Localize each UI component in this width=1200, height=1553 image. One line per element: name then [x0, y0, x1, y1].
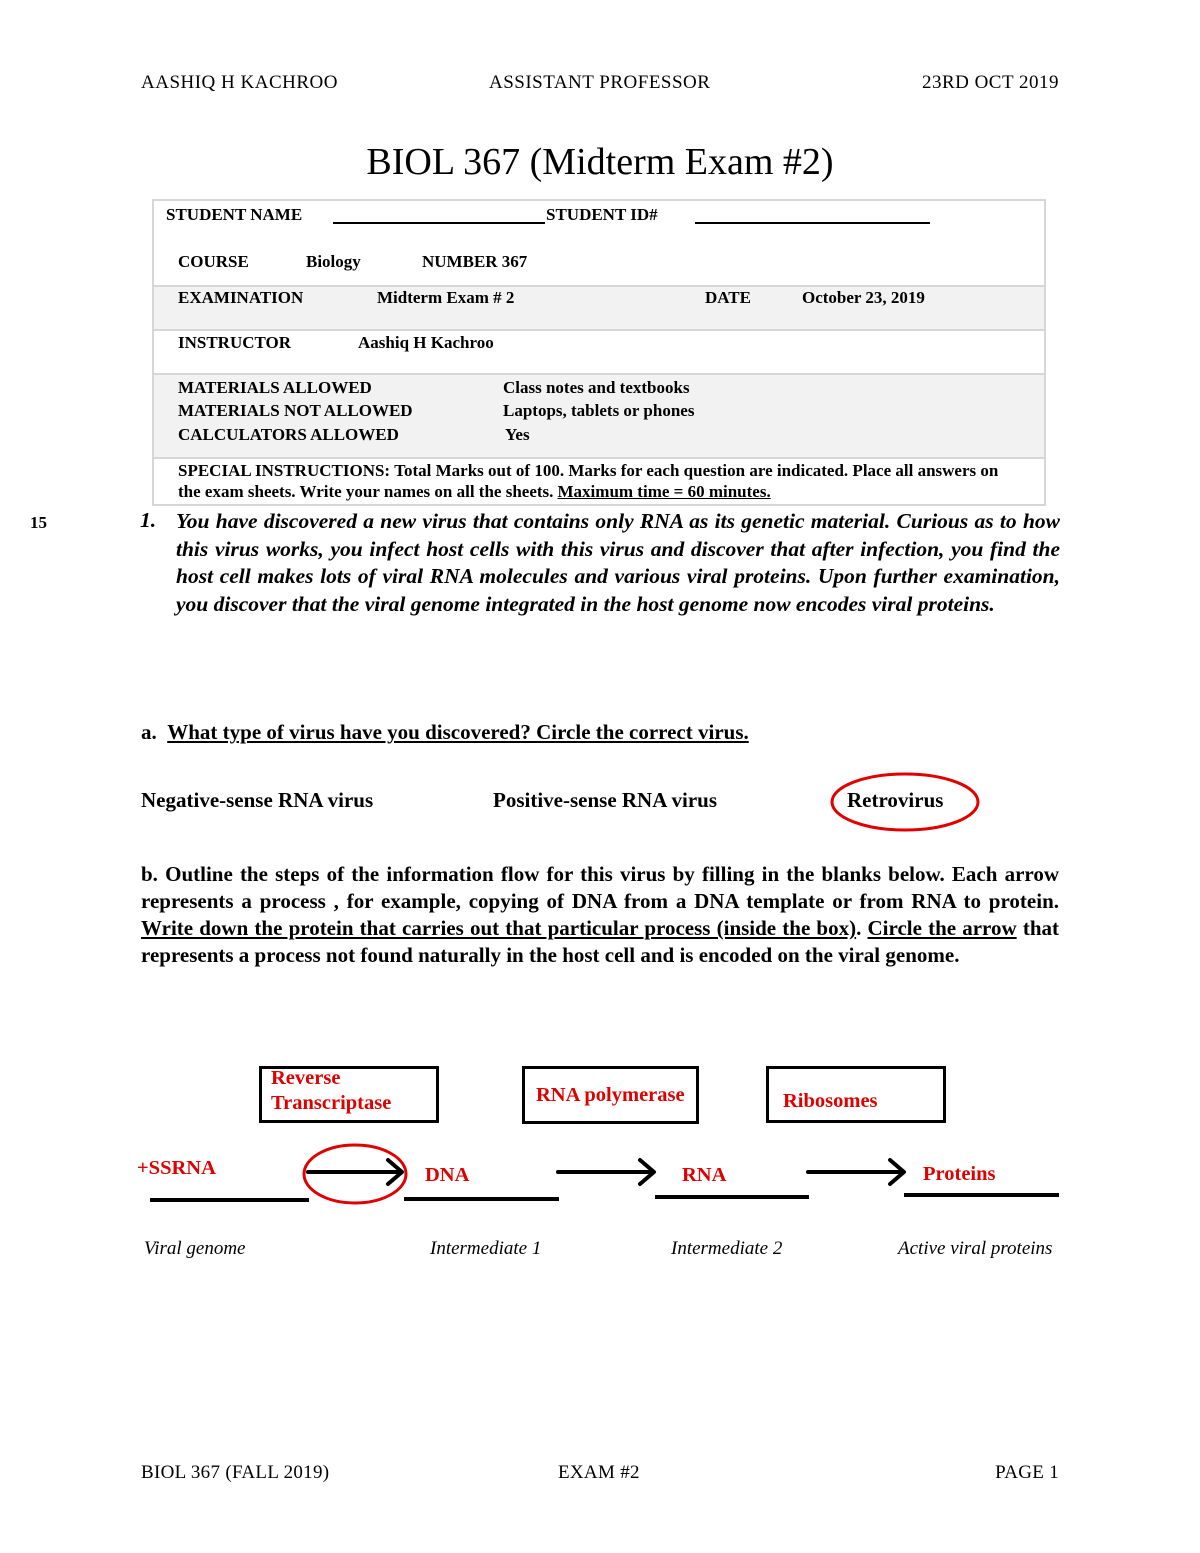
question-marks: 15: [30, 513, 47, 532]
info-row-materials: [154, 373, 1044, 457]
special-instructions-text: Total Marks out of 100. Marks for each question are indicated. Place all answers on the exam sheets. Write your names on all the sheets.: [178, 461, 999, 501]
special-instructions: [178, 460, 1014, 502]
question-b-label: b.: [141, 862, 158, 886]
student-id-label: STUDENT ID#: [546, 205, 658, 224]
answer-active-proteins: Proteins: [923, 1163, 996, 1185]
answer-reverse-transcriptase: Reverse Transcriptase: [271, 1067, 392, 1114]
blank-viral-genome[interactable]: [150, 1198, 309, 1202]
question-b-box-instruction: Write down the protein that carries out that particular process (inside the box): [141, 916, 857, 940]
answer-rna-polymerase: RNA polymerase: [536, 1084, 685, 1106]
question-1-number: 1.: [140, 508, 157, 532]
header-date: 23RD OCT 2019: [921, 72, 1059, 93]
blank-intermediate-2[interactable]: [655, 1195, 809, 1199]
materials-allowed-label: MATERIALS ALLOWED: [178, 378, 372, 397]
retrovirus-answer-circle: [826, 770, 984, 834]
course-label: COURSE: [178, 252, 249, 271]
number-label: NUMBER 367: [422, 252, 528, 271]
question-a-label: a.: [141, 720, 157, 744]
special-instructions-label: SPECIAL INSTRUCTIONS:: [178, 461, 391, 480]
info-row-instructor: [154, 329, 1044, 373]
question-b-tail: that represents a process not found naturally in the host cell and is encoded on the viral genome.: [141, 916, 1059, 967]
answer-intermediate-2: RNA: [682, 1164, 727, 1186]
page-title: BIOL 367 (Midterm Exam #2): [366, 141, 834, 183]
stage-viral-genome: Viral genome: [144, 1238, 246, 1259]
answer-viral-genome: +SSRNA: [137, 1157, 216, 1179]
footer-page: PAGE 1: [995, 1462, 1059, 1483]
blank-active-proteins[interactable]: [904, 1193, 1059, 1197]
question-a: [141, 720, 749, 745]
header-author: AASHIQ H KACHROO: [141, 72, 338, 93]
materials-not-allowed-value: Laptops, tablets or phones: [503, 401, 695, 420]
instructor-label: INSTRUCTOR: [178, 333, 292, 352]
answer-ribosomes: Ribosomes: [783, 1090, 878, 1112]
exam-info-table: [152, 199, 1046, 506]
stage-intermediate-1: Intermediate 1: [430, 1238, 542, 1259]
student-name-blank[interactable]: [333, 222, 545, 224]
blank-intermediate-1[interactable]: [404, 1197, 559, 1201]
option-positive-sense[interactable]: Positive-sense RNA virus: [493, 788, 717, 812]
course-value: Biology: [306, 252, 361, 271]
materials-not-allowed-label: MATERIALS NOT ALLOWED: [178, 401, 413, 420]
max-time: Maximum time = 60 minutes.: [557, 482, 771, 501]
footer-course: BIOL 367 (FALL 2019): [141, 1462, 330, 1483]
info-row-student: [154, 201, 1044, 285]
option-negative-sense[interactable]: Negative-sense RNA virus: [141, 788, 374, 812]
instructor-value: Aashiq H Kachroo: [358, 333, 494, 352]
exam-label: EXAMINATION: [178, 288, 304, 307]
question-a-text: What type of virus have you discovered? Circle the correct virus.: [167, 720, 749, 744]
flow-arrows: [300, 1140, 920, 1220]
student-id-blank[interactable]: [695, 222, 930, 224]
answer-intermediate-1: DNA: [425, 1164, 470, 1186]
materials-allowed-value: Class notes and textbooks: [503, 378, 690, 397]
date-value: October 23, 2019: [802, 288, 925, 307]
date-label: DATE: [705, 288, 751, 307]
calculators-value: Yes: [505, 425, 530, 444]
question-b-arrow-instruction: Circle the arrow: [867, 916, 1017, 940]
stage-intermediate-2: Intermediate 2: [671, 1238, 783, 1259]
question-1-text: You have discovered a new virus that contains only RNA as its genetic material. Curious as to how this virus works, you infect host cells with this virus and discover that after infection, you find the host cell makes lots of viral RNA molecules and various viral proteins. Upon further examination, you discover that the viral genome integrated in the host genome now encodes viral proteins.: [176, 509, 1060, 617]
question-b-period: .: [856, 916, 862, 940]
info-row-instructions: [154, 457, 1044, 506]
calculators-label: CALCULATORS ALLOWED: [178, 425, 399, 444]
stage-active-viral-proteins: Active viral proteins: [898, 1238, 1053, 1259]
question-b-instructions: Outline the steps of the information flow for this virus by filling in the blanks below. Each arrow represents a process , for example, copying of DNA from a DNA template or from RNA to protein.: [141, 862, 1060, 913]
footer-exam: EXAM #2: [558, 1462, 640, 1483]
question-b-text: [141, 861, 1059, 969]
student-name-label: STUDENT NAME: [166, 205, 303, 224]
option-retrovirus[interactable]: Retrovirus: [847, 788, 944, 812]
header-position: ASSISTANT PROFESSOR: [489, 72, 711, 93]
info-row-exam: [154, 285, 1044, 329]
exam-value: Midterm Exam # 2: [377, 288, 515, 307]
